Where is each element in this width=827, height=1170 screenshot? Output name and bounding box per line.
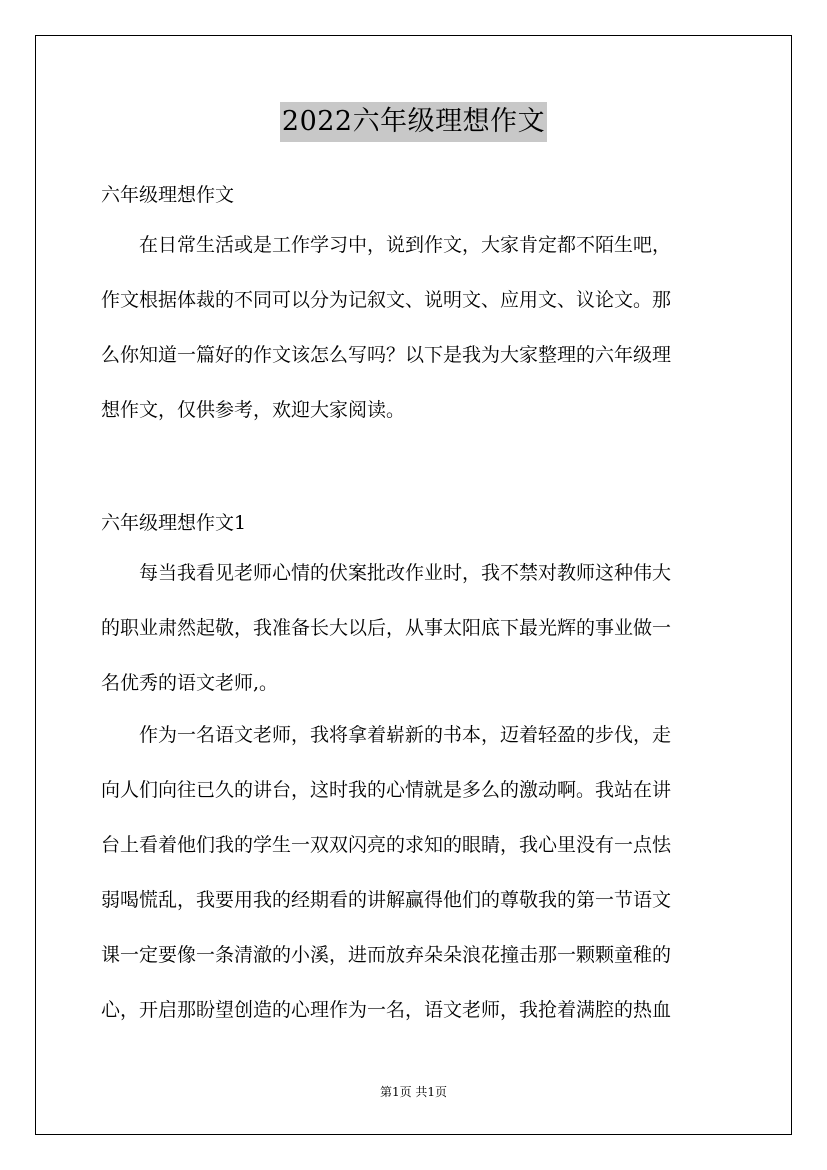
essay-paragraph-1 — [101, 558, 727, 723]
text-line: 心，开启那盼望创造的心理作为一名，语文老师，我抢着满腔的热血 — [101, 999, 672, 1021]
essay-paragraph-2 — [101, 720, 727, 1050]
section-heading-essay-1: 六年级理想作文1 — [101, 512, 247, 534]
text-line: 作为一名语文老师，我将拿着崭新的书本，迈着轻盈的步伐，走 — [101, 724, 672, 746]
intro-paragraph — [101, 230, 727, 450]
title-container — [0, 102, 827, 142]
section-heading-intro: 六年级理想作文 — [101, 184, 235, 206]
text-line: 课一定要像一条清澈的小溪，进而放弃朵朵浪花撞击那一颗颗童稚的 — [101, 944, 672, 966]
text-line: 想作文，仅供参考，欢迎大家阅读。 — [101, 399, 406, 421]
document-title: 2022六年级理想作文 — [280, 102, 547, 142]
text-line: 台上看着他们我的学生一双双闪亮的求知的眼睛，我心里没有一点怯 — [101, 834, 672, 856]
page-footer: 第1页 共1页 — [379, 1085, 448, 1099]
text-line: 的职业肃然起敬，我准备长大以后，从事太阳底下最光辉的事业做一 — [101, 617, 672, 639]
text-line: 么你知道一篇好的作文该怎么写吗？以下是我为大家整理的六年级理 — [101, 344, 672, 366]
text-line: 在日常生活或是工作学习中，说到作文，大家肯定都不陌生吧， — [101, 234, 672, 256]
text-line: 名优秀的语文老师,。 — [101, 672, 279, 694]
text-line: 每当我看见老师心情的伏案批改作业时，我不禁对教师这种伟大 — [101, 562, 672, 584]
text-line: 弱喝慌乱，我要用我的经期看的讲解赢得他们的尊敬我的第一节语文 — [101, 889, 672, 911]
text-line: 作文根据体裁的不同可以分为记叙文、说明文、应用文、议论文。那 — [101, 289, 672, 311]
text-line: 向人们向往已久的讲台，这时我的心情就是多么的激动啊。我站在讲 — [101, 779, 672, 801]
